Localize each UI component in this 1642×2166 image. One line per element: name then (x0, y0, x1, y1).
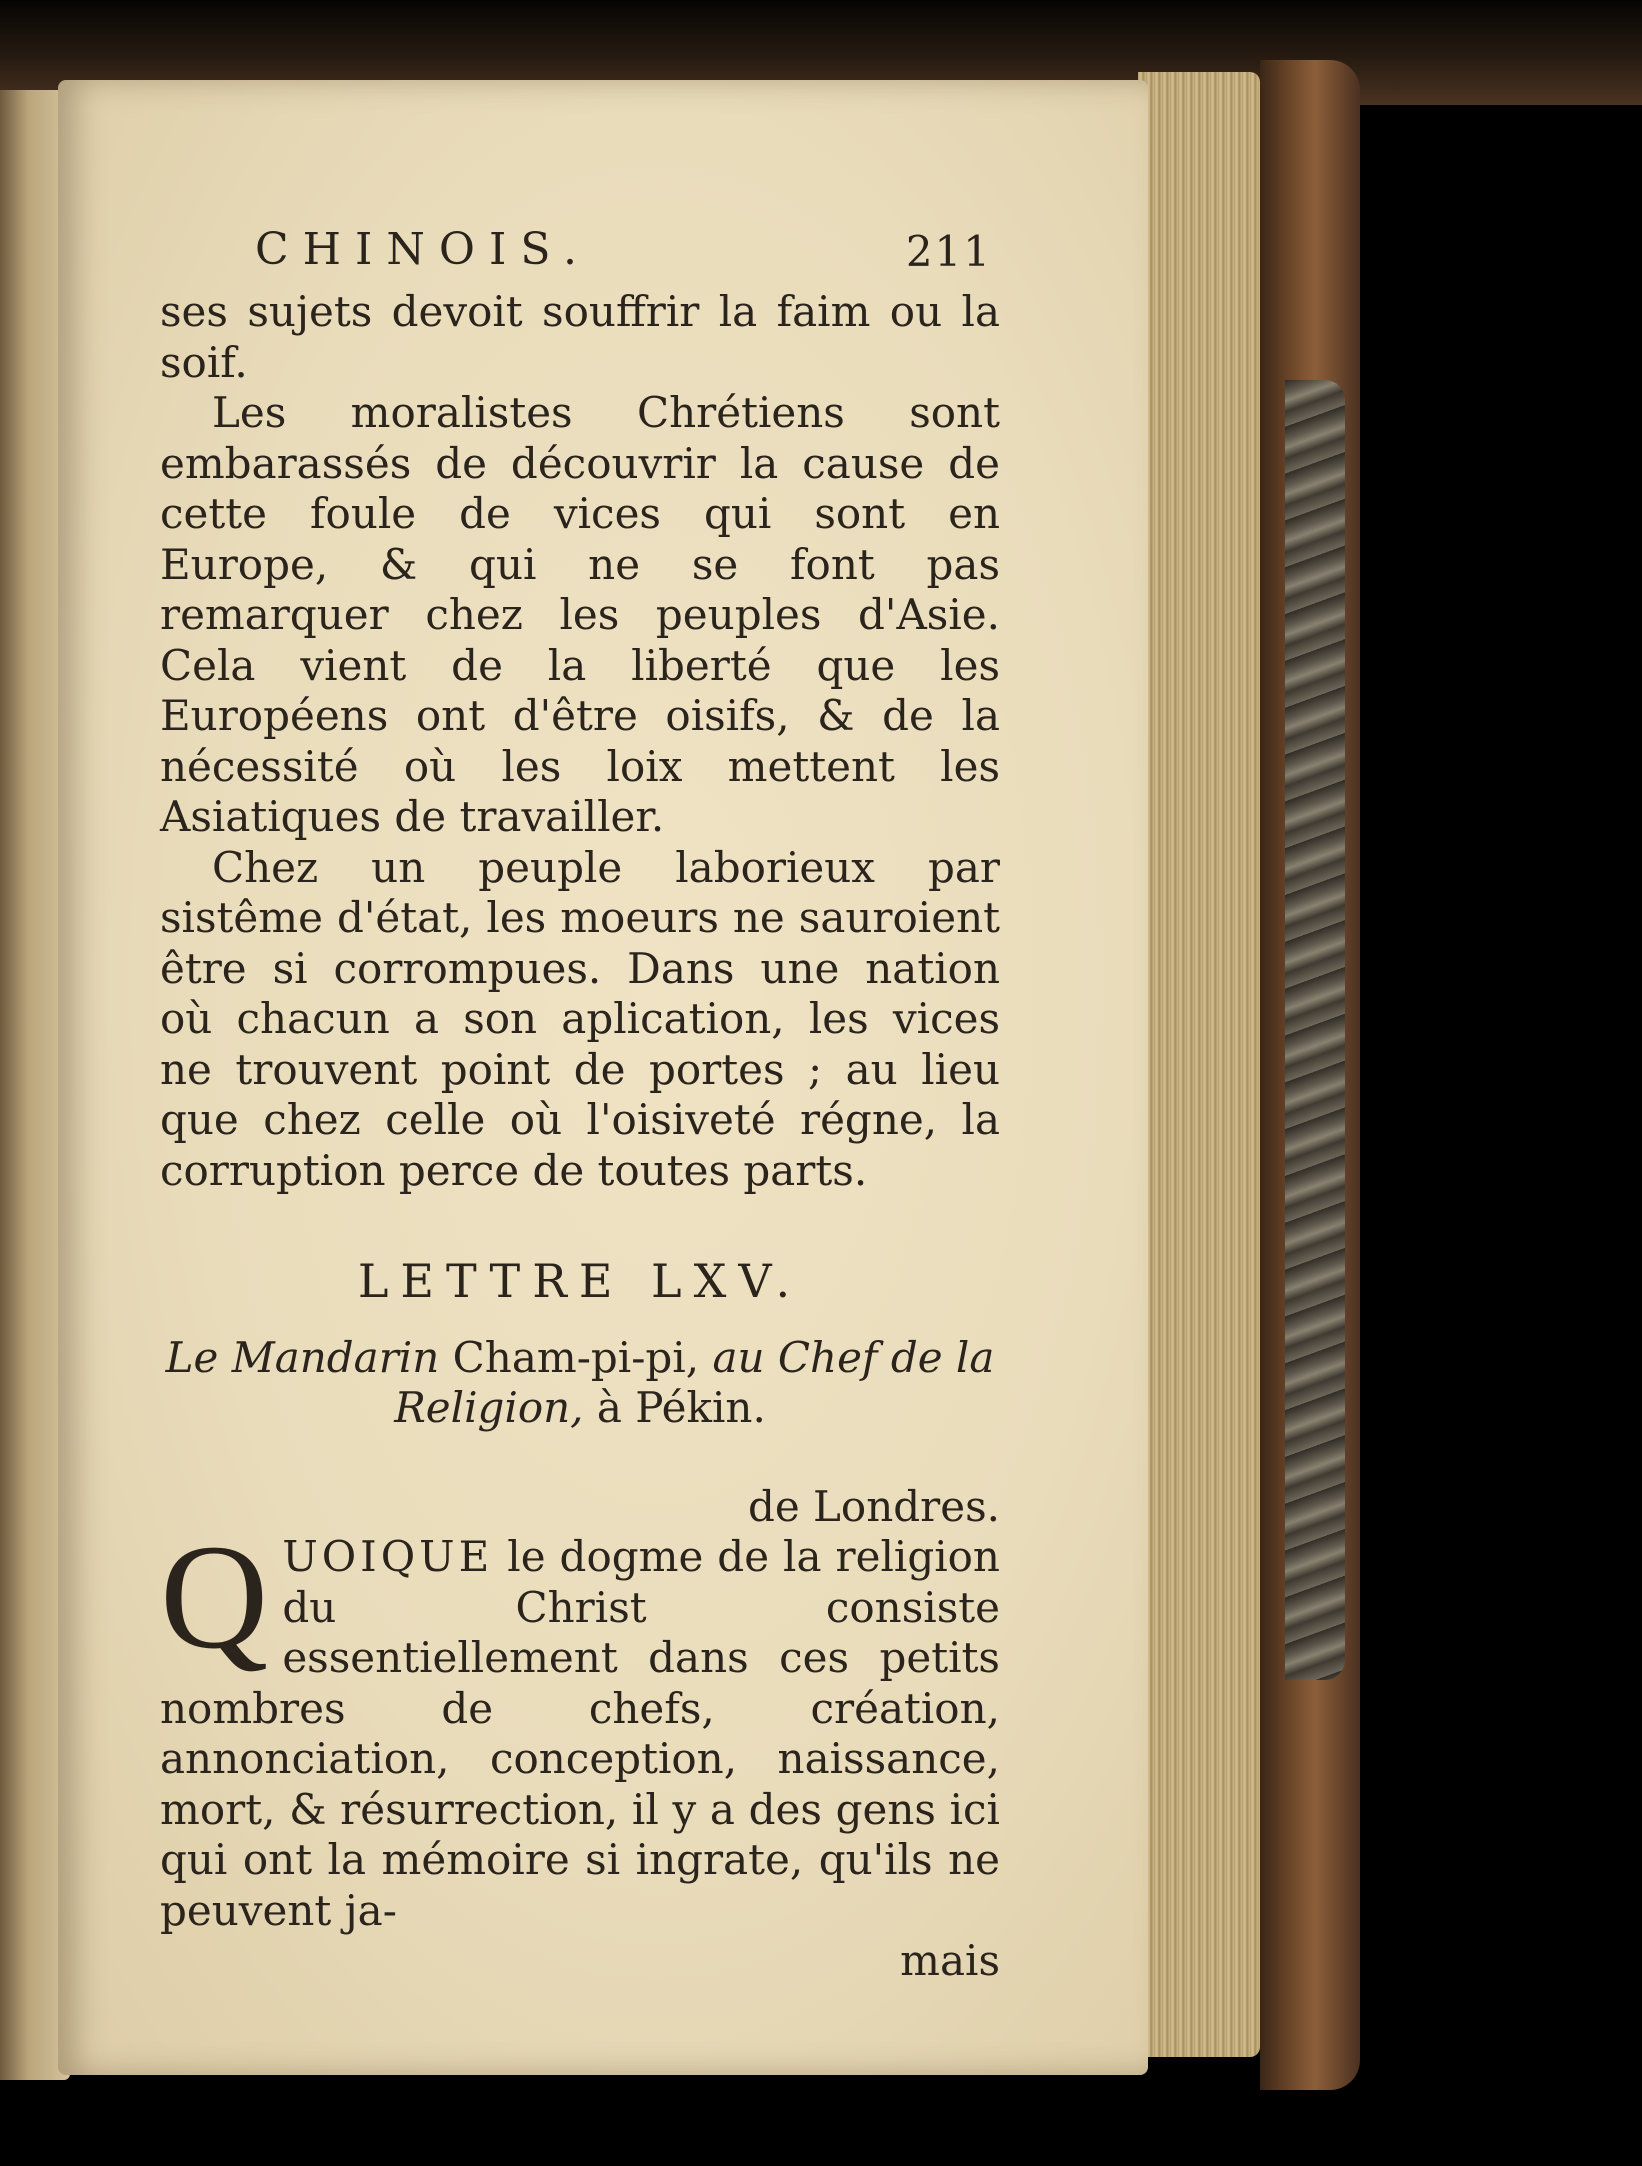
subtitle-part-4: Religion, (394, 1383, 584, 1432)
page-text (160, 225, 1000, 1987)
running-head: CHINOIS. (255, 224, 591, 275)
subtitle-part-2: Cham-pi-pi, (452, 1332, 700, 1382)
letter-body-text: le dogme de la religion du Christ consiste essentiellement dans ces petits nombres de chefs, création, annonciation, conception, naissance, mort, & résurrection, il y a des gens ici qui ont la mémoire si ingrate, qu'ils ne peuvent ja- (160, 1532, 1000, 1935)
paragraph-2: Les moralistes Chrétiens sont embarassés de découvrir la cause de cette foule de vices qui sont en Europe, & qui ne se font pas remarquer chez les peuples d'Asie. Cela vient de la liberté que les Européens ont d'être oisifs, & de la nécessité où les loix mettent les Asiatiques de travailler. (160, 388, 1000, 841)
page-number: 211 (905, 227, 992, 276)
marbled-board (1285, 380, 1345, 1680)
letter-heading: LETTRE LXV. (357, 1254, 803, 1308)
paragraph-3: Chez un peuple laborieux par sistême d'état, les moeurs ne sauroient être si corrompues. Dans une nation où chacun a son aplication, les vices ne trouvent point de portes ; au lieu que chez celle où l'oisiveté régne, la corruption perce de toutes parts. (160, 842, 1000, 1195)
page-header (160, 225, 1000, 287)
paragraph-1: ses sujets devoit souffrir la faim ou la soif. (160, 287, 1000, 387)
page-edges (1138, 72, 1260, 2057)
drop-cap: Q (160, 1514, 269, 1680)
letter-subtitle (160, 1333, 1000, 1434)
letter-place: de Londres. (747, 1481, 1000, 1531)
letter-opening (160, 1514, 1000, 1936)
opening-smallcaps: UOIQUE (282, 1532, 494, 1581)
catchword: mais (900, 1936, 1000, 1985)
letter-body (160, 1514, 1000, 1936)
subtitle-part-1: Le Mandarin (165, 1332, 440, 1382)
subtitle-part-3: au Chef de la (712, 1332, 995, 1382)
subtitle-part-5: à Pékin. (596, 1383, 766, 1432)
